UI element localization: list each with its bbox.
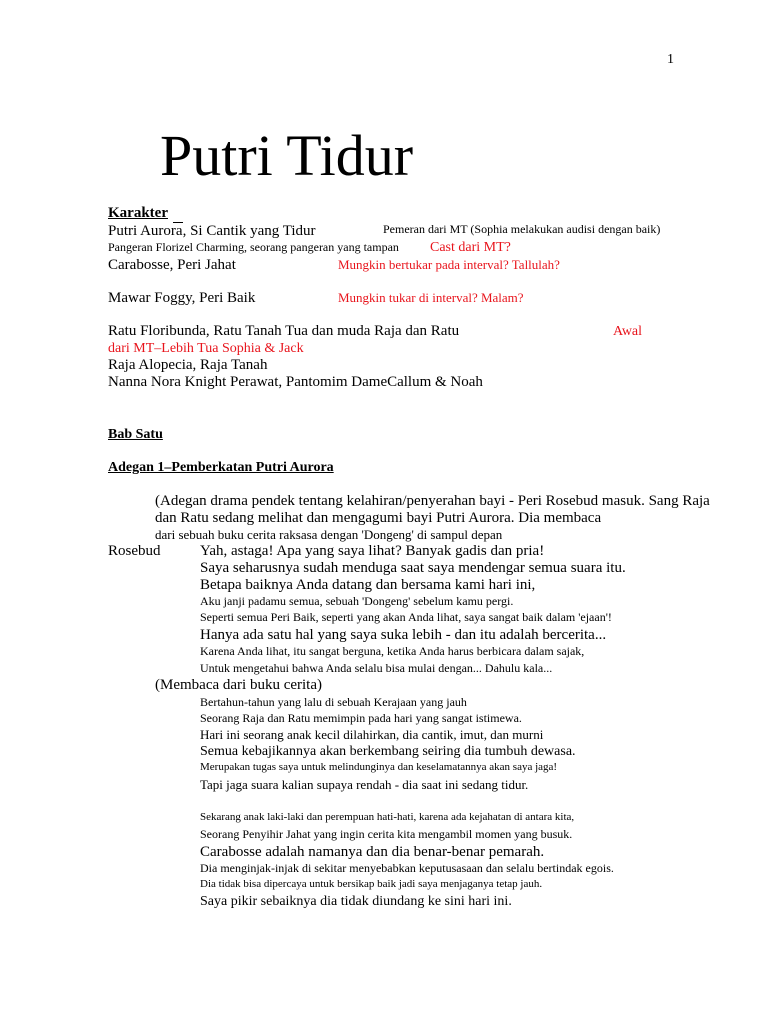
aurora-note: Pemeran dari MT (Sophia melakukan audisi dengan baik) [383,222,661,236]
character-carabosse: Carabosse, Peri Jahat [108,257,236,273]
dialogue-line: Saya seharusnya sudah menduga saat saya mendengar semua suara itu. [200,560,626,576]
dialogue-line: Seorang Penyihir Jahat yang ingin cerita kita mengambil momen yang busuk. [200,827,573,841]
dialogue-line: Hari ini seorang anak kecil dilahirkan, dia cantik, imut, dan murni [200,727,544,742]
stage-direction-3: dari sebuah buku cerita raksasa dengan 'Dongeng' di sampul depan [155,527,503,542]
character-floribunda: Ratu Floribunda, Ratu Tanah Tua dan muda Raja dan Ratu [108,323,460,339]
dialogue-line: Aku janji padamu semua, sebuah 'Dongeng' sebelum kamu pergi. [200,594,514,608]
carabosse-note: Mungkin bertukar pada interval? Tallulah? [338,257,560,272]
florizel-note: Cast dari MT? [430,240,511,255]
dialogue-line: Merupakan tugas saya untuk melindunginya dan keselamatannya akan saya jaga! [200,761,558,773]
dialogue-line: Hanya ada satu hal yang saya suka lebih - dan itu adalah bercerita... [200,627,607,643]
dialogue-line: Carabosse adalah namanya dan dia benar-benar pemarah. [200,844,545,860]
dialogue-line: Karena Anda lihat, itu sangat berguna, ketika Anda harus berbicara dalam sajak, [200,644,585,658]
stage-direction-4: (Membaca dari buku cerita) [155,677,322,693]
chapter-heading: Bab Satu [108,427,163,442]
scene-heading: Adegan 1–Pemberkatan Putri Aurora [108,460,334,475]
floribunda-note-a: Awal [613,324,643,339]
character-alopecia: Raja Alopecia, Raja Tanah [108,357,268,373]
dialogue-line: Yah, astaga! Apa yang saya lihat? Banyak gadis dan pria! [200,543,545,559]
page-number: 1 [667,52,674,67]
character-nanna: Nanna Nora Knight Perawat, Pantomim DameCallum & Noah [108,374,483,390]
stage-direction-2: dan Ratu sedang melihat dan mengagumi bayi Putri Aurora. Dia membaca [155,510,602,526]
dialogue-line: Dia menginjak-injak di sekitar menyebabkan keputusasaan dan selalu bertindak egois. [200,861,614,875]
dialogue-line: Tapi jaga suara kalian supaya rendah - dia saat ini sedang tidur. [200,777,529,792]
characters-heading: Karakter [108,205,168,221]
dialogue-line: Seperti semua Peri Baik, seperti yang akan Anda lihat, saya sangat baik dalam 'ejaan'! [200,610,612,624]
character-aurora: Putri Aurora, Si Cantik yang Tidur [108,223,316,239]
character-florizel: Pangeran Florizel Charming, seorang pangeran yang tampan [108,240,399,254]
dialogue-line: Sekarang anak laki-laki dan perempuan hati-hati, karena ada kejahatan di antara kita, [200,811,575,823]
stage-direction-1: (Adegan drama pendek tentang kelahiran/penyerahan bayi - Peri Rosebud masuk. Sang Raja [155,493,710,509]
dialogue-line: Semua kebajikannya akan berkembang seiring dia tumbuh dewasa. [200,744,576,759]
dialogue-line: Dia tidak bisa dipercaya untuk bersikap baik jadi saya menjaganya tetap jauh. [200,878,543,890]
dialogue-line: Seorang Raja dan Ratu memimpin pada hari yang sangat istimewa. [200,711,522,725]
dialogue-line: Saya pikir sebaiknya dia tidak diundang ke sini hari ini. [200,894,512,909]
character-foggy: Mawar Foggy, Peri Baik [108,290,256,306]
dialogue-line: Untuk mengetahui bahwa Anda selalu bisa mulai dengan... Dahulu kala... [200,661,553,675]
speaker-name: Rosebud [108,543,161,559]
dialogue-line: Betapa baiknya Anda datang dan bersama kami hari ini, [200,577,536,593]
page-title: Putri Tidur [160,123,414,188]
floribunda-note-b: dari MT–Lebih Tua Sophia & Jack [108,341,304,356]
foggy-note: Mungkin tukar di interval? Malam? [338,290,524,305]
dialogue-line: Bertahun-tahun yang lalu di sebuah Kerajaan yang jauh [200,695,467,709]
